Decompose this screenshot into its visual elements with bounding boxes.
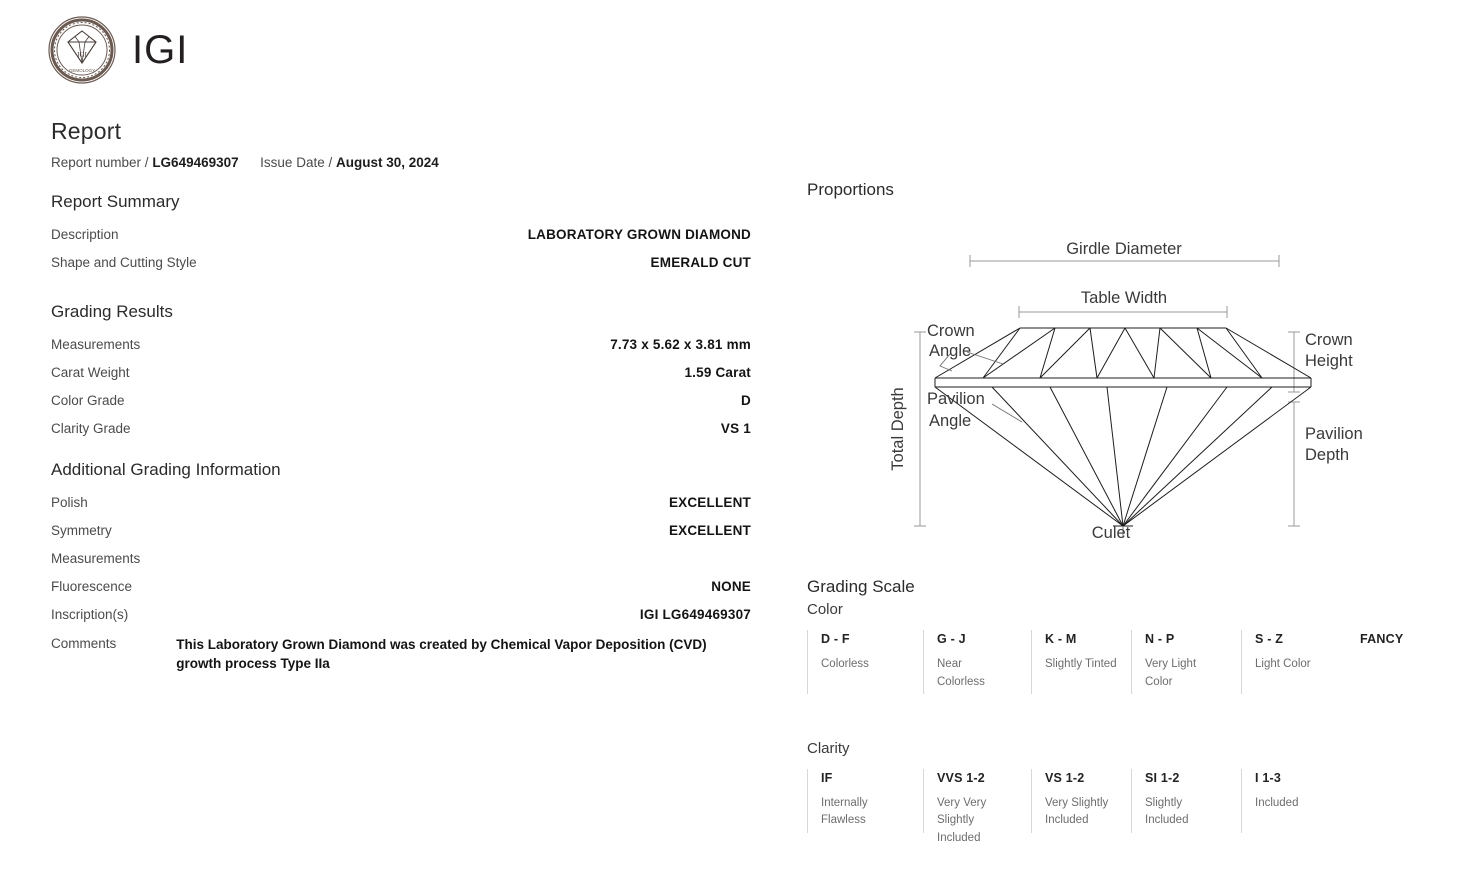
row-value: 1.59 Carat <box>684 364 751 380</box>
issue-date-label: Issue Date / <box>260 155 333 170</box>
table-row <box>51 248 751 276</box>
scale-desc: Very Slightly Included <box>1045 796 1109 827</box>
scale-desc: Slightly Included <box>1145 796 1189 827</box>
comments-value: This Laboratory Grown Diamond was created by Chemical Vapor Deposition (CVD) growth process Type IIa <box>176 636 707 672</box>
scale-cell-clarity-2 <box>1031 771 1131 831</box>
label-table-width: Table Width <box>1080 289 1168 307</box>
report-number-value: LG649469307 <box>152 155 239 170</box>
table-row <box>51 414 751 442</box>
row-label: Fluorescence <box>51 578 133 594</box>
scale-desc: Very Very Slightly Included <box>937 796 987 845</box>
report-summary-table <box>51 220 751 276</box>
scale-head: VS 1-2 <box>1045 770 1085 785</box>
scale-cell-color-2 <box>1031 632 1131 674</box>
grading-scale-heading: Grading Scale <box>807 577 915 596</box>
svg-text:GEMOLOGY: GEMOLOGY <box>68 68 96 73</box>
row-label: Shape and Cutting Style <box>51 254 197 270</box>
svg-text:Angle: Angle <box>929 342 972 360</box>
scale-cell-color-0 <box>807 632 923 674</box>
scale-cell-color-5 <box>1346 632 1426 656</box>
row-label: Color Grade <box>51 392 125 408</box>
svg-text:IGI: IGI <box>77 51 87 59</box>
scale-head: VVS 1-2 <box>937 770 985 785</box>
igi-seal-icon <box>46 14 118 86</box>
diamond-diagram-svg <box>807 204 1427 554</box>
color-scale-grid <box>807 632 1427 692</box>
scale-desc: Slightly Tinted <box>1045 658 1117 670</box>
row-value: EXCELLENT <box>668 494 751 510</box>
scale-head: K - M <box>1045 632 1077 646</box>
table-row <box>51 544 751 572</box>
row-value: 7.73 x 5.62 x 3.81 mm <box>610 336 751 352</box>
row-value: IGI LG649469307 <box>639 606 751 622</box>
row-label: Polish <box>51 494 88 510</box>
page-title: Report <box>51 118 122 144</box>
row-label: Description <box>51 226 119 242</box>
svg-text:Angle: Angle <box>929 412 972 430</box>
report-summary-heading: Report Summary <box>51 192 180 211</box>
scale-desc: Near Colorless <box>937 658 985 688</box>
grading-results-heading: Grading Results <box>51 302 173 321</box>
scale-head: N - P <box>1145 632 1175 646</box>
label-culet: Culet <box>1091 524 1131 542</box>
table-row <box>51 600 751 628</box>
comments-row <box>51 628 751 680</box>
table-row <box>51 330 751 358</box>
row-label: Symmetry <box>51 522 112 538</box>
row-value: LABORATORY GROWN DIAMOND <box>527 226 751 242</box>
grading-results-table <box>51 330 751 442</box>
label-girdle-diameter: Girdle Diameter <box>1066 240 1182 258</box>
clarity-scale-title: Clarity <box>807 739 850 757</box>
scale-head: D - F <box>821 632 850 646</box>
scale-head: FANCY <box>1360 632 1404 646</box>
label-crown-height: Crown <box>1305 331 1353 349</box>
scale-desc: Light Color <box>1255 658 1311 670</box>
scale-cell-color-4 <box>1241 632 1346 674</box>
igi-logo-text: IGI <box>132 28 189 72</box>
color-scale-title: Color <box>807 601 843 618</box>
diamond-proportions-diagram <box>807 204 1427 559</box>
scale-head: S - Z <box>1255 632 1284 646</box>
label-total-depth: Total Depth <box>889 387 907 471</box>
report-left-column <box>51 118 751 680</box>
clarity-scale-grid <box>807 771 1427 848</box>
additional-grading-table <box>51 488 751 680</box>
divider <box>807 769 808 833</box>
table-row <box>51 516 751 544</box>
scale-desc: Colorless <box>821 658 869 670</box>
divider <box>1131 630 1132 694</box>
scale-head: G - J <box>937 632 966 646</box>
scale-head: IF <box>821 770 833 785</box>
scale-desc: Internally Flawless <box>821 796 868 827</box>
table-row <box>51 386 751 414</box>
report-right-column <box>807 180 1427 848</box>
comments-label: Comments <box>51 635 117 651</box>
report-number-label: Report number / <box>51 155 149 170</box>
label-crown-angle: Crown <box>927 322 975 340</box>
divider <box>923 630 924 694</box>
scale-cell-clarity-1 <box>923 771 1031 848</box>
row-value: EXCELLENT <box>668 522 751 538</box>
svg-text:Depth: Depth <box>1305 446 1350 464</box>
proportions-heading: Proportions <box>807 180 894 199</box>
divider <box>807 630 808 694</box>
row-label: Measurements <box>51 550 141 566</box>
scale-cell-color-1 <box>923 632 1031 692</box>
report-meta <box>51 155 751 170</box>
scale-head: I 1-3 <box>1255 770 1282 785</box>
table-row <box>51 488 751 516</box>
divider <box>923 769 924 833</box>
row-label: Carat Weight <box>51 364 130 380</box>
issue-date-value: August 30, 2024 <box>335 155 439 170</box>
scale-cell-color-3 <box>1131 632 1241 692</box>
table-row <box>51 358 751 386</box>
row-label: Inscription(s) <box>51 606 129 622</box>
scale-head: SI 1-2 <box>1145 770 1180 785</box>
row-label: Clarity Grade <box>51 420 131 436</box>
additional-grading-heading: Additional Grading Information <box>51 460 281 479</box>
scale-cell-clarity-4 <box>1241 771 1346 813</box>
row-value: NONE <box>711 578 751 594</box>
svg-text:Height: Height <box>1305 352 1353 370</box>
scale-cell-clarity-0 <box>807 771 923 831</box>
scale-desc: Very Light Color <box>1145 658 1197 688</box>
divider <box>1031 769 1032 833</box>
scale-desc: Included <box>1255 796 1299 809</box>
row-value: EMERALD CUT <box>650 254 751 270</box>
row-label: Measurements <box>51 336 141 352</box>
table-row <box>51 572 751 600</box>
divider <box>1241 769 1242 833</box>
divider <box>1031 630 1032 694</box>
table-row <box>51 220 751 248</box>
row-value: VS 1 <box>720 420 751 436</box>
divider <box>1131 769 1132 833</box>
label-pavilion-angle: Pavilion <box>927 390 985 408</box>
grading-scale-block <box>807 577 1427 848</box>
label-pavilion-depth: Pavilion <box>1305 425 1363 443</box>
scale-cell-clarity-3 <box>1131 771 1241 831</box>
divider <box>1241 630 1242 694</box>
igi-logo <box>46 14 188 86</box>
row-value: D <box>741 392 751 408</box>
